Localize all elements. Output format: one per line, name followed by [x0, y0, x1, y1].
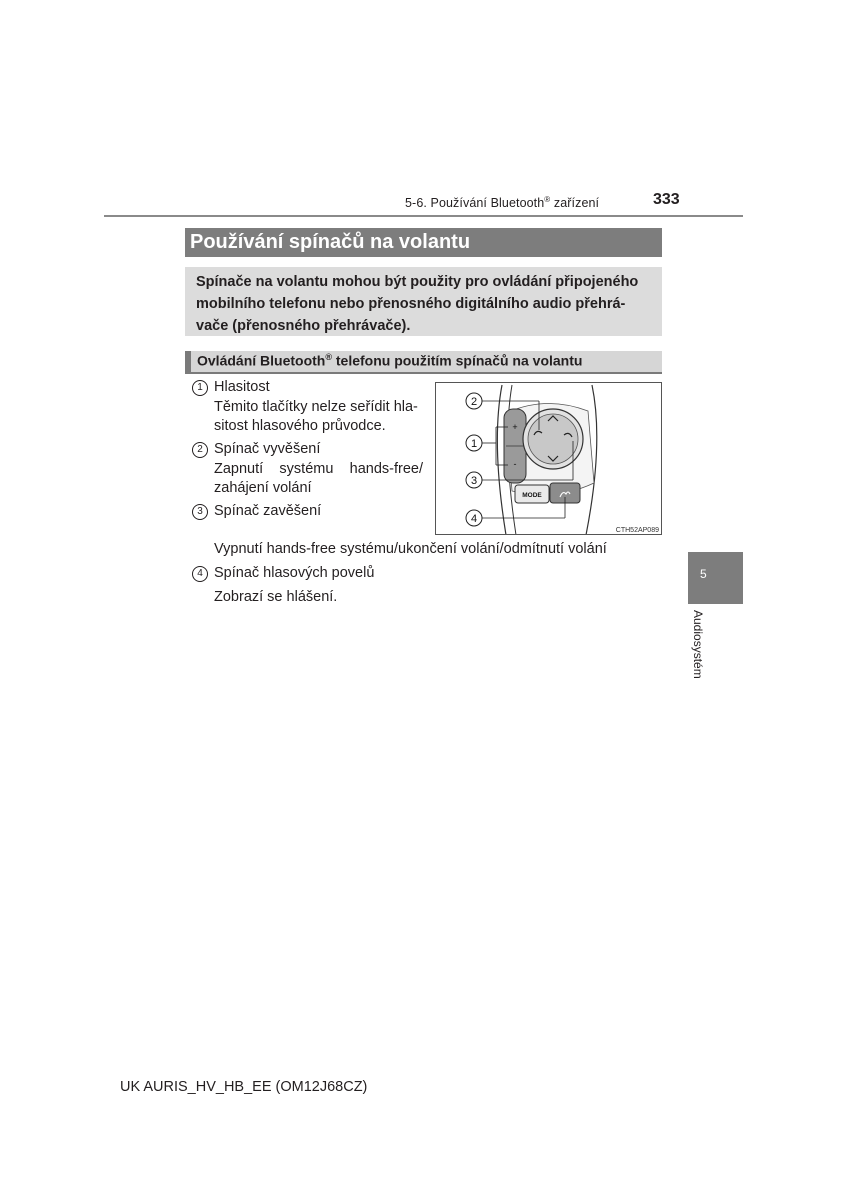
item-3-desc: Vypnutí hands-free systému/ukončení volání/odmítnutí volání	[214, 541, 607, 557]
subsection-title-prefix: Ovládání Bluetooth	[197, 352, 326, 369]
volume-plus-label: +	[512, 422, 518, 432]
steering-switch-figure	[435, 382, 662, 535]
intro-box	[185, 267, 662, 336]
subsection-title-suffix: telefonu použitím spínačů na volantu	[331, 352, 583, 369]
subsection-accent	[185, 351, 191, 372]
page-title: Používání spínačů na volantu	[185, 228, 662, 257]
item-1-title: Hlasitost	[214, 379, 270, 395]
item-2-desc-line-1: Zapnutí systému hands-free/	[214, 461, 423, 477]
page-number: 333	[653, 191, 680, 208]
item-3-title: Spínač zavěšení	[214, 503, 322, 519]
item-4-title: Spínač hlasových povelů	[214, 565, 375, 581]
footer-document-code: UK AURIS_HV_HB_EE (OM12J68CZ)	[120, 1079, 368, 1095]
volume-minus-label: -	[513, 459, 517, 469]
subsection-heading	[185, 351, 662, 374]
chapter-tab-number: 5	[700, 567, 707, 581]
item-1-number: 1	[192, 380, 208, 396]
item-4-number: 4	[192, 566, 208, 582]
header-divider	[104, 215, 743, 217]
steering-switch-illustration	[436, 383, 662, 535]
chapter-tab	[688, 552, 743, 604]
section-header-prefix: 5-6. Používání Bluetooth	[405, 196, 545, 211]
item-2-title: Spínač vyvěšení	[214, 441, 321, 457]
item-2-number: 2	[192, 442, 208, 458]
chapter-tab-label: Audiosystém	[691, 610, 705, 679]
intro-line-1: Spínače na volantu mohou být použity pro ovládání připojeného	[196, 274, 639, 290]
item-4-desc: Zobrazí se hlášení.	[214, 589, 338, 605]
callout-2-label: 2	[470, 396, 478, 408]
registered-mark: ®	[544, 195, 551, 204]
callout-3-label: 3	[470, 475, 478, 487]
intro-line-2: mobilního telefonu nebo přenosného digitálního audio přehrá-	[196, 296, 626, 312]
item-1-desc-line-2: sitost hlasového průvodce.	[214, 418, 386, 434]
subsection-registered-mark: ®	[325, 352, 332, 362]
section-header	[405, 195, 599, 210]
mode-button-label: MODE	[522, 492, 542, 499]
intro-line-3: vače (přenosného přehrávače).	[196, 318, 411, 334]
item-2-desc-line-2: zahájení volání	[214, 480, 312, 496]
subsection-title	[197, 352, 582, 369]
callout-4-label: 4	[470, 513, 478, 525]
figure-code: CTH52AP089	[615, 527, 659, 534]
section-header-suffix: zařízení	[550, 196, 600, 211]
control-pad-inner	[528, 414, 578, 464]
item-1-desc-line-1: Těmito tlačítky nelze seřídit hla-	[214, 399, 418, 415]
callout-1-label: 1	[470, 438, 478, 450]
item-3-number: 3	[192, 504, 208, 520]
